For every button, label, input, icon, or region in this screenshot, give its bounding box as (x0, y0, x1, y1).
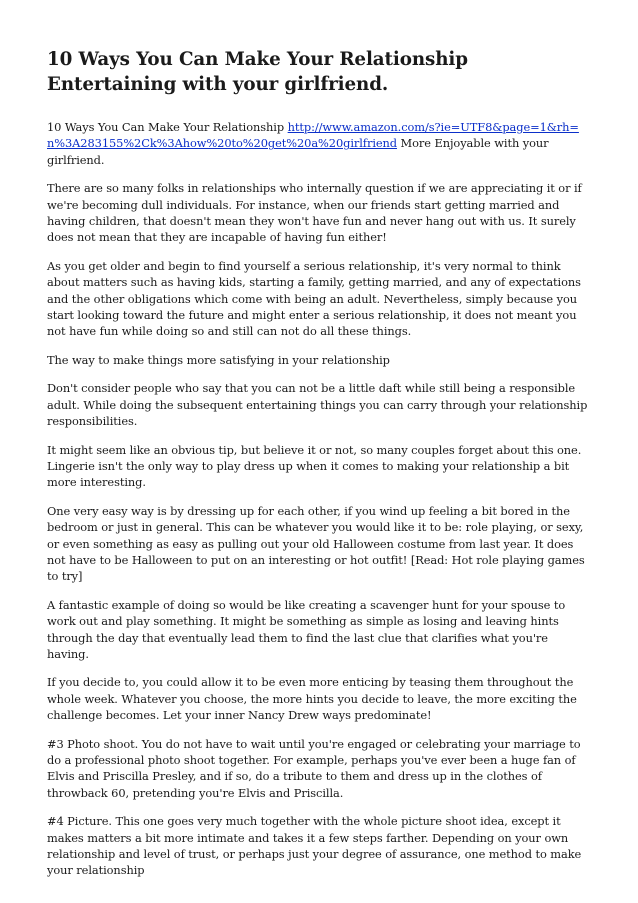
intro-paragraph (47, 119, 592, 168)
paragraph: There are so many folks in relationships who internally question if we are appreciating it or if we're becoming dull individuals. For instance, when our friends start getting married and having children, that doesn't mean they won't have fun and never hang out with us. It surely does not mean that they are incapable of having fun either! (47, 181, 582, 245)
paragraph: If you decide to, you could allow it to be even more enticing by teasing them throughout the whole week. Whatever you choose, the more hints you decide to leave, the more exciting the challenge becomes. Let your inner Nancy Drew ways predominate! (47, 675, 577, 723)
amazon-link[interactable]: http://www.amazon.com/s?ie=UTF8&page=1&rh=n%3A283155%2Ck%3Ahow%20to%20get%20a%20girlfriend (47, 120, 579, 151)
paragraph: Don't consider people who say that you can not be a little daft while still being a responsible adult. While doing the subsequent entertaining things you can carry through your relationship responsibilities. (47, 381, 588, 429)
document-title: 10 Ways You Can Make Your Relationship Entertaining with your girlfriend. (47, 49, 468, 95)
paragraph: As you get older and begin to find yourself a serious relationship, it's very normal to think about matters such as having kids, starting a family, getting married, and any of expectations and the other obligations which come with being an adult. Nevertheless, simply because you start looking toward the future and might enter a serious relationship, it does not meant you not have fun while doing so and still can not do all these things. (47, 258, 581, 339)
intro-text-before-link: 10 Ways You Can Make Your Relationship (47, 120, 288, 134)
document-page (47, 47, 592, 891)
intro-text-after-link: More Enjoyable with your girlfriend. (47, 136, 549, 167)
section-heading-text: The way to make things more satisfying in your relationship (47, 352, 390, 367)
paragraph: #4 Picture. This one goes very much together with the whole picture shoot idea, except it makes matters a bit more intimate and takes it a few steps farther. Depending on your own relationship and level of trust, or perhaps just your degree of assurance, one method to make your relationship (47, 814, 582, 878)
paragraph: A fantastic example of doing so would be like creating a scavenger hunt for your spouse to work out and play something. It might be something as simple as losing and leaving hints through the day that eventually lead them to find the last clue that clarifies what you're having. (47, 597, 566, 661)
paragraph: One very easy way is by dressing up for each other, if you wind up feeling a bit bored in the bedroom or just in general. This can be whatever you would like it to be: role playing, or sexy, or even something as easy as pulling out your old Halloween costume from last year. It does not have to be Halloween to put on an interesting or hot outfit! [Read: Hot role playing games to try] (47, 503, 585, 584)
paragraph: #3 Photo shoot. You do not have to wait until you're engaged or celebrating your marriage to do a professional photo shoot together. For example, perhaps you've ever been a huge fan of Elvis and Priscilla Presley, and if so, do a tribute to them and dress up in the clothes of throwback 60, pretending you're Elvis and Priscilla. (47, 736, 581, 800)
paragraph: It might seem like an obvious tip, but believe it or not, so many couples forget about this one. Lingerie isn't the only way to play dress up when it comes to making your relationship a bit more interesting. (47, 442, 582, 490)
